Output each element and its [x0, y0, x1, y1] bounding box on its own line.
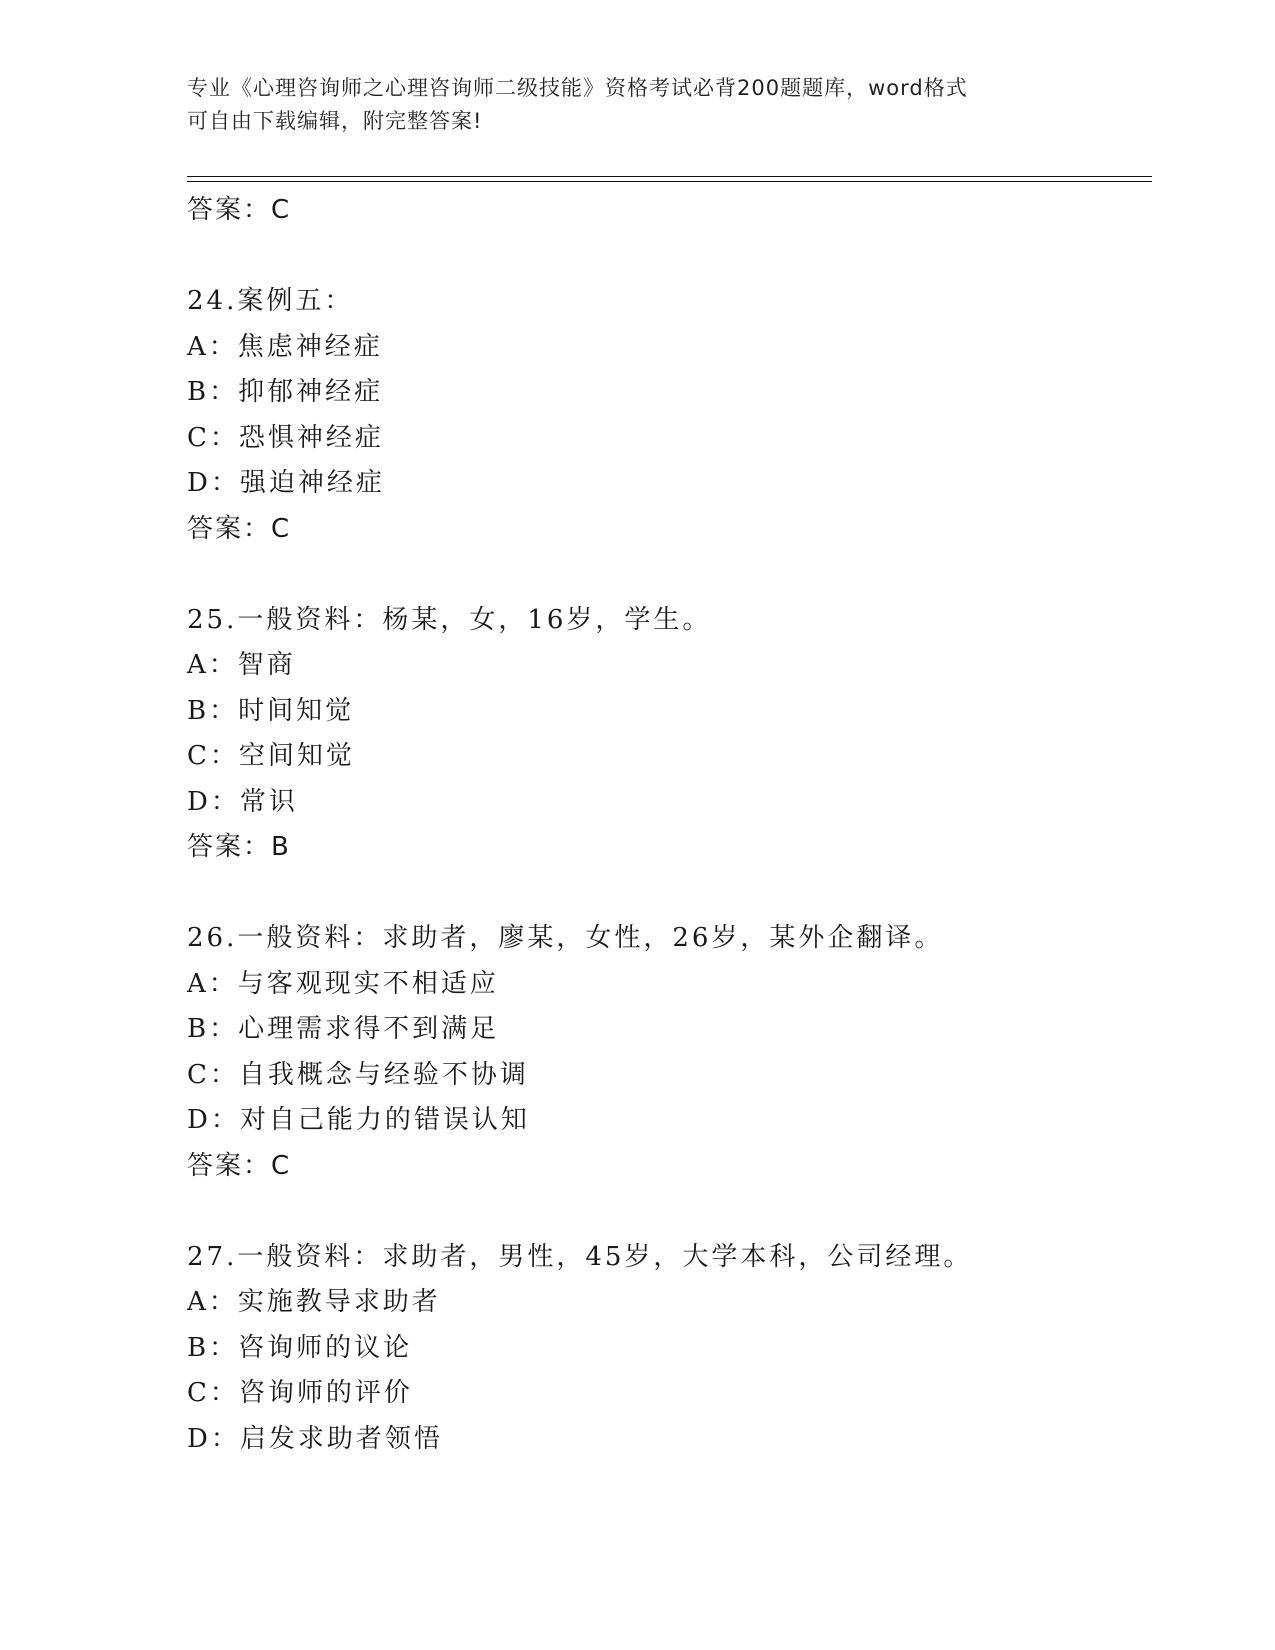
header-divider-bottom — [187, 181, 1152, 182]
option-d: D：对自己能力的错误认知 — [187, 1105, 530, 1135]
question-26 — [187, 916, 1147, 1189]
answer: 答案：B — [187, 832, 291, 862]
spacer — [187, 1189, 1147, 1235]
question-27 — [187, 1235, 1147, 1463]
option-b: B：心理需求得不到满足 — [187, 1014, 500, 1044]
option-c: C：自我概念与经验不协调 — [187, 1059, 529, 1090]
header-divider-top — [187, 176, 1152, 177]
option-d: D：强迫神经症 — [187, 468, 385, 498]
option-c: C：咨询师的评价 — [187, 1378, 413, 1408]
option-c: C：空间知觉 — [187, 741, 355, 771]
header-title-line-2: 可自由下载编辑，附完整答案! — [187, 109, 483, 133]
document-header — [187, 72, 1067, 138]
option-a: A：实施教导求助者 — [187, 1287, 441, 1317]
question-list — [187, 188, 1147, 1462]
question-stem: 24.案例五： — [187, 286, 354, 316]
option-d: D：启发求助者领悟 — [187, 1423, 443, 1454]
option-b: B：抑郁神经症 — [187, 377, 384, 407]
option-a: A：焦虑神经症 — [187, 331, 383, 362]
spacer — [187, 234, 1147, 280]
answer: 答案：C — [187, 513, 292, 544]
answer: 答案：C — [187, 1150, 292, 1181]
question-stem: 26.一般资料：求助者，廖某，女性，26岁，某外企翻译。 — [187, 923, 944, 953]
spacer — [187, 871, 1147, 917]
option-b: B：时间知觉 — [187, 695, 355, 726]
header-title-line-1: 专业《心理咨询师之心理咨询师二级技能》资格考试必背200题题库，word格式 — [187, 76, 968, 100]
option-a: A：与客观现实不相适应 — [187, 968, 499, 999]
spacer — [187, 552, 1147, 598]
option-c: C：恐惧神经症 — [187, 422, 384, 453]
question-stem: 25.一般资料：杨某，女，16岁，学生。 — [187, 604, 712, 635]
question-25 — [187, 598, 1147, 871]
option-b: B：咨询师的议论 — [187, 1332, 413, 1363]
option-a: A：智商 — [187, 650, 296, 680]
previous-answer: 答案：C — [187, 195, 292, 225]
option-d: D：常识 — [187, 786, 298, 817]
question-stem: 27.一般资料：求助者，男性，45岁，大学本科，公司经理。 — [187, 1241, 973, 1272]
question-24 — [187, 279, 1147, 552]
